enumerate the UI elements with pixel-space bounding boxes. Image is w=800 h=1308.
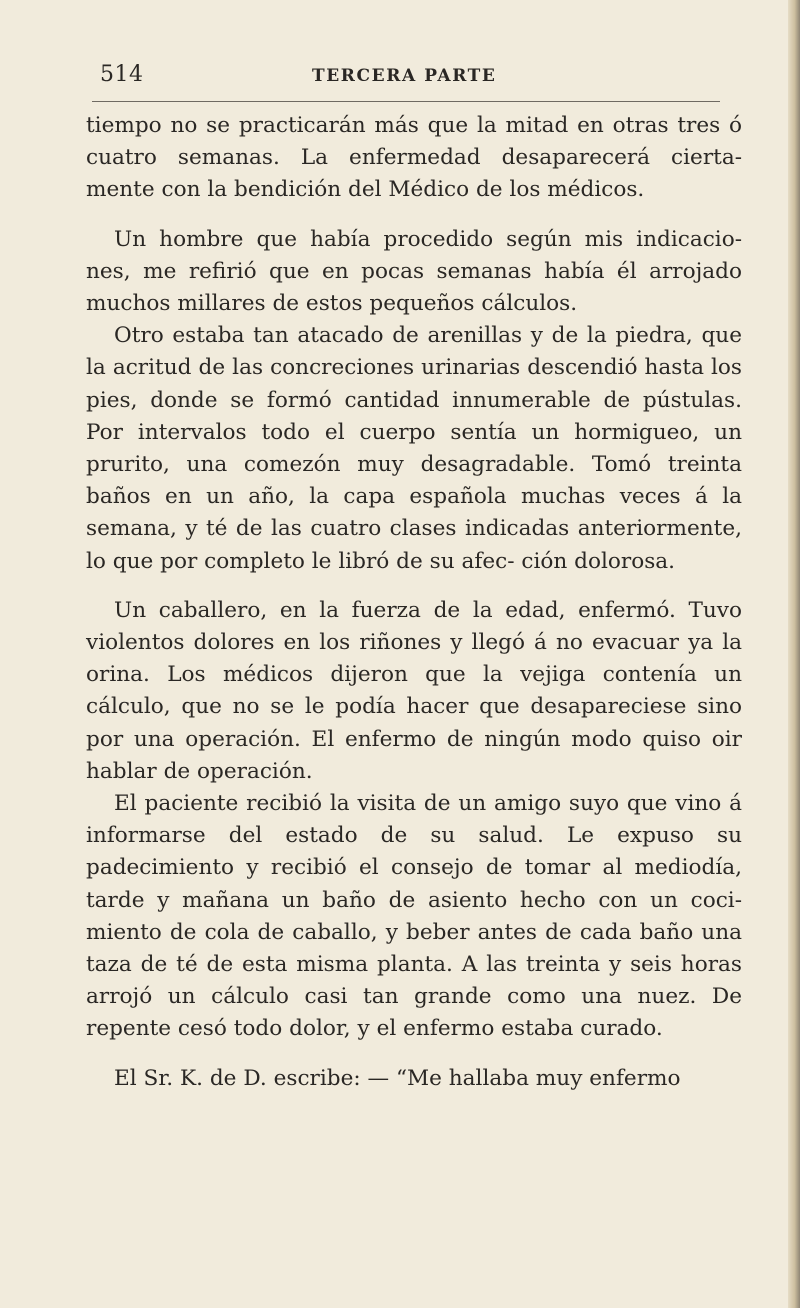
paragraph: El paciente recibió la visita de un amigo suyo que vino á informarse del estado de su salud. Le expuso su padecimiento y recibió el consejo de tomar al mediodía, tarde y mañana un baño de asiento hecho con un coci- miento de cola de caballo, y beber antes de cada baño una taza de té de esta misma planta. A las treinta y seis horas arrojó un cálculo casi tan grande como una nuez. De repente cesó todo dolor, y el enfermo estaba curado. xyxy=(86,791,742,1042)
paragraph: Un caballero, en la fuerza de la edad, enfermó. Tuvo violentos dolores en los riñones y llegó á no evacuar ya la orina. Los médicos dijeron que la vejiga contenía un cálculo, que no se le podía hacer que desapareciese sino por una operación. El enfermo de ningún modo quiso oir hablar de operación. xyxy=(86,597,742,784)
paragraph-continuation: tiempo no se practicarán más que la mitad en otras tres ó cuatro semanas. La enfermedad desaparecerá cierta- mente con la bendición del Médico de los médicos. xyxy=(86,113,742,203)
page-header xyxy=(86,50,726,100)
paragraph: El Sr. K. de D. escribe: — “Me hallaba muy enfermo xyxy=(114,1065,681,1091)
page-edge xyxy=(788,0,800,1308)
running-head: TERCERA PARTE xyxy=(312,66,497,86)
paragraph: Un hombre que había procedido según mis indicacio- nes, me refirió que en pocas semanas había él arrojado muchos millares de estos pequeños cálculos. xyxy=(86,226,742,317)
paragraph: Otro estaba tan atacado de arenillas y de la piedra, que la acritud de las concreciones urinarias descendió hasta los pies, donde se formó cantidad innumerable de pústulas. Por intervalos todo el cuerpo sentía un hormigueo, un prurito, una comezón muy desagradable. Tomó treinta baños en un año, la capa española muchas veces á la semana, y té de las cuatro clases indicadas anteriormente, lo que por completo le libró de su afec- ción dolorosa. xyxy=(86,323,742,574)
page-number: 514 xyxy=(100,62,144,87)
body-text xyxy=(86,110,742,1095)
header-rule xyxy=(92,101,720,102)
